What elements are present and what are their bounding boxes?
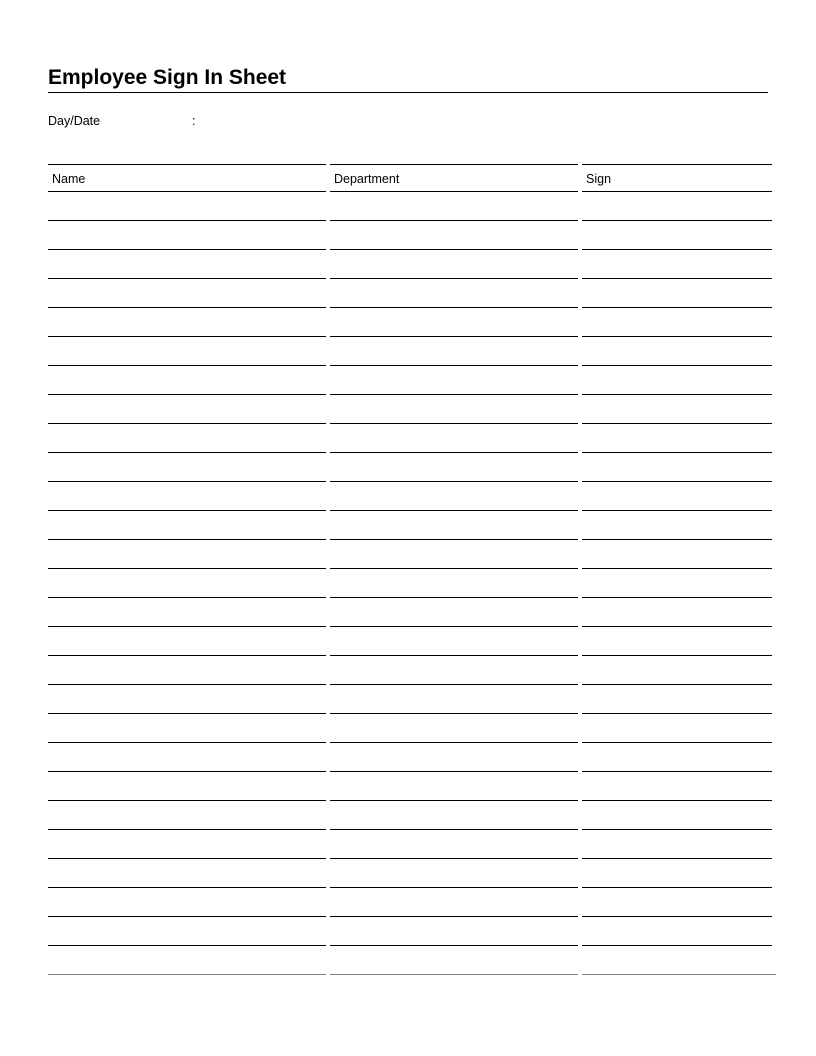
page-title: Employee Sign In Sheet (48, 66, 287, 89)
department-cell[interactable] (330, 685, 578, 714)
department-cell[interactable] (330, 569, 578, 598)
name-cell[interactable] (48, 540, 326, 569)
name-cell[interactable] (48, 801, 326, 830)
name-cell[interactable] (48, 482, 326, 511)
sign-rows (582, 192, 772, 975)
name-cell[interactable] (48, 424, 326, 453)
department-cell[interactable] (330, 830, 578, 859)
name-cell[interactable] (48, 772, 326, 801)
department-cell[interactable] (330, 656, 578, 685)
name-cell[interactable] (48, 453, 326, 482)
date-row (48, 112, 348, 130)
column-header-sign: Sign (582, 164, 772, 192)
sign-cell[interactable] (582, 192, 772, 221)
department-cell[interactable] (330, 221, 578, 250)
name-cell[interactable] (48, 337, 326, 366)
sign-cell[interactable] (582, 656, 772, 685)
name-column (48, 164, 326, 975)
name-cell[interactable] (48, 627, 326, 656)
name-cell[interactable] (48, 859, 326, 888)
department-cell[interactable] (330, 627, 578, 656)
department-cell[interactable] (330, 192, 578, 221)
sign-cell[interactable] (582, 888, 772, 917)
department-cell[interactable] (330, 772, 578, 801)
sign-cell[interactable] (582, 830, 772, 859)
column-header-department: Department (330, 164, 578, 192)
department-cell[interactable] (330, 453, 578, 482)
title-underline (48, 92, 768, 93)
department-cell[interactable] (330, 337, 578, 366)
department-cell[interactable] (330, 859, 578, 888)
department-rows (330, 192, 578, 975)
sign-cell[interactable] (582, 482, 772, 511)
sign-cell[interactable] (582, 540, 772, 569)
name-cell[interactable] (48, 656, 326, 685)
sign-cell[interactable] (582, 685, 772, 714)
department-cell[interactable] (330, 801, 578, 830)
name-cell[interactable] (48, 917, 326, 946)
date-separator: : (192, 114, 196, 128)
sign-cell[interactable] (582, 453, 772, 482)
department-cell[interactable] (330, 917, 578, 946)
name-cell[interactable] (48, 511, 326, 540)
name-cell[interactable] (48, 569, 326, 598)
department-column (330, 164, 578, 975)
department-cell[interactable] (330, 482, 578, 511)
department-cell[interactable] (330, 511, 578, 540)
name-cell[interactable] (48, 888, 326, 917)
name-cell[interactable] (48, 714, 326, 743)
name-cell[interactable] (48, 598, 326, 627)
sign-cell[interactable] (582, 395, 772, 424)
sign-cell[interactable] (582, 250, 772, 279)
name-rows (48, 192, 326, 975)
sign-cell[interactable] (582, 511, 772, 540)
sign-cell[interactable] (582, 859, 772, 888)
sign-cell[interactable] (582, 308, 772, 337)
department-cell[interactable] (330, 424, 578, 453)
name-cell[interactable] (48, 366, 326, 395)
name-cell[interactable] (48, 395, 326, 424)
name-cell[interactable] (48, 250, 326, 279)
sign-cell[interactable] (582, 424, 772, 453)
department-cell[interactable] (330, 279, 578, 308)
date-label: Day/Date (48, 114, 101, 128)
name-cell[interactable] (48, 308, 326, 337)
sign-cell[interactable] (582, 743, 772, 772)
name-cell[interactable] (48, 743, 326, 772)
name-cell[interactable] (48, 221, 326, 250)
department-cell[interactable] (330, 540, 578, 569)
sign-cell[interactable] (582, 337, 772, 366)
department-cell[interactable] (330, 598, 578, 627)
name-cell[interactable] (48, 279, 326, 308)
sign-cell[interactable] (582, 801, 772, 830)
department-cell[interactable] (330, 714, 578, 743)
department-cell[interactable] (330, 395, 578, 424)
sign-column (582, 164, 772, 975)
department-cell[interactable] (330, 250, 578, 279)
name-cell[interactable] (48, 830, 326, 859)
sign-cell[interactable] (582, 946, 776, 975)
name-cell[interactable] (48, 192, 326, 221)
sign-cell[interactable] (582, 627, 772, 656)
sign-cell[interactable] (582, 714, 772, 743)
department-cell[interactable] (330, 366, 578, 395)
sign-cell[interactable] (582, 772, 772, 801)
name-cell[interactable] (48, 685, 326, 714)
sign-cell[interactable] (582, 917, 772, 946)
sign-cell[interactable] (582, 598, 772, 627)
name-cell[interactable] (48, 946, 326, 975)
sign-cell[interactable] (582, 279, 772, 308)
column-header-name: Name (48, 164, 326, 192)
sign-cell[interactable] (582, 366, 772, 395)
department-cell[interactable] (330, 743, 578, 772)
sign-cell[interactable] (582, 569, 772, 598)
department-cell[interactable] (330, 946, 578, 975)
department-cell[interactable] (330, 308, 578, 337)
department-cell[interactable] (330, 888, 578, 917)
sign-cell[interactable] (582, 221, 772, 250)
